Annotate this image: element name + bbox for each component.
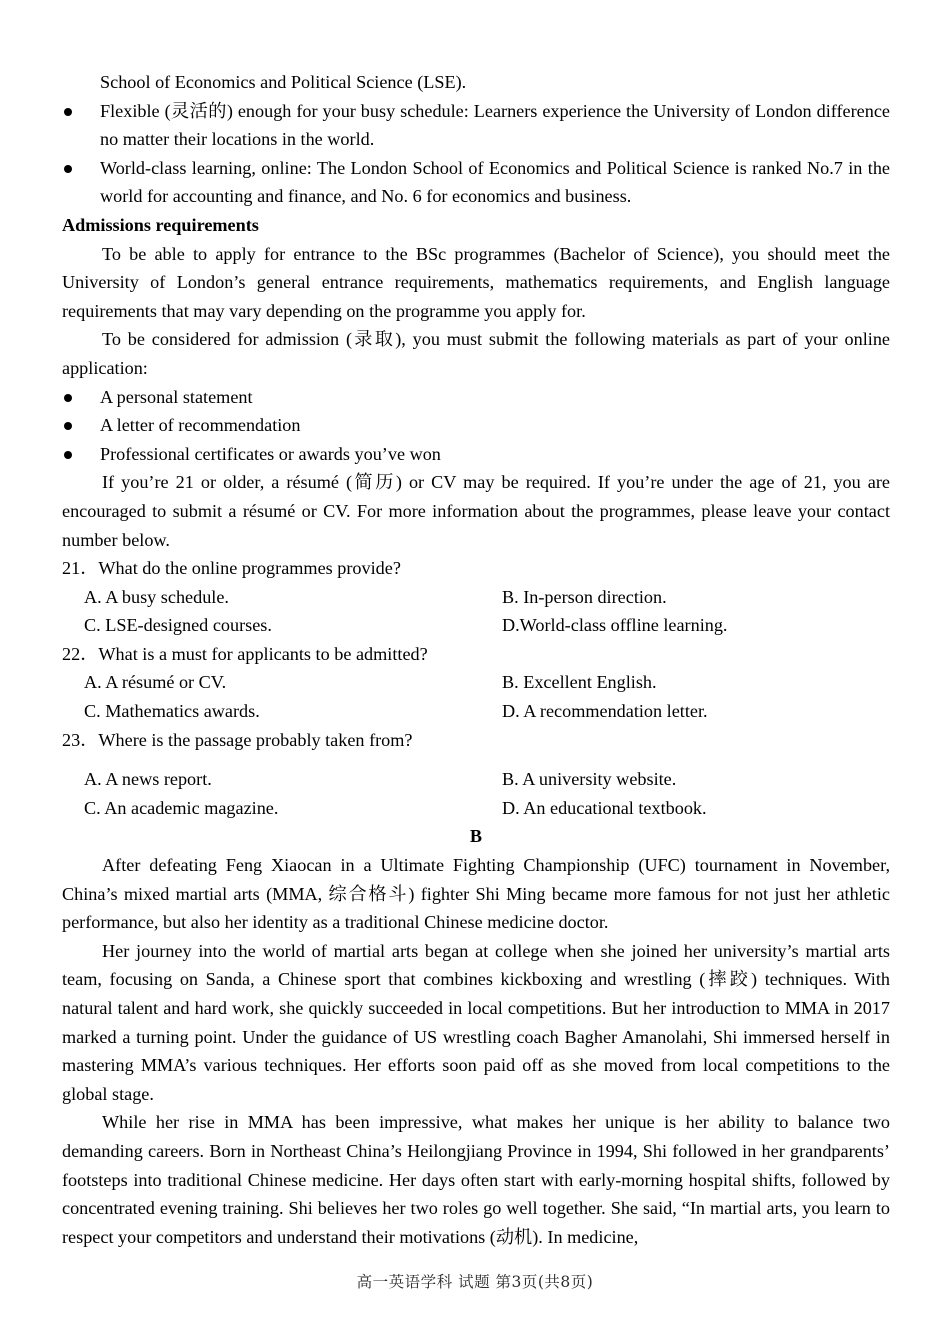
list-item <box>62 154 890 211</box>
list-item-text: A letter of recommendation <box>100 415 301 436</box>
passage-b-section-letter: B <box>469 826 483 847</box>
option-row <box>62 668 890 697</box>
bullet-dot-icon <box>64 411 74 440</box>
page-content <box>62 68 890 1251</box>
question-22-option-a[interactable]: A. A résumé or CV. <box>84 672 227 693</box>
list-item <box>62 383 890 412</box>
question-21-stem: 21．What do the online programmes provide? <box>62 558 401 579</box>
question-23-option-d[interactable]: D. An educational textbook. <box>502 797 707 818</box>
bullet-dot-icon <box>64 154 74 183</box>
question-22-option-b[interactable]: B. Excellent English. <box>502 672 657 693</box>
question-22-stem: 22．What is a must for applicants to be admitted? <box>62 643 428 664</box>
passage-a-feature-bullet-list <box>62 97 890 211</box>
admissions-requirements-heading: Admissions requirements <box>62 214 259 235</box>
admissions-paragraph-2: To be considered for admission (录取), you must submit the following materials as part of your online application: <box>62 329 890 378</box>
admissions-paragraph-1: To be able to apply for entrance to the BSc programmes (Bachelor of Science), you should meet the University of London’s general entrance requirements, mathematics requirements, and English language requirements that may vary depending on the programme you apply for. <box>62 243 890 321</box>
option-row <box>62 765 890 794</box>
bullet-dot-icon <box>64 383 74 412</box>
question-23-options <box>62 765 890 822</box>
passage-a-continued-line: School of Economics and Political Science (LSE). <box>100 72 467 92</box>
list-item-text: World-class learning, online: The London School of Economics and Political Science is ranked No.7 in the world for accounting and finance, and No. 6 for economics and business. <box>100 157 890 207</box>
question-23 <box>62 726 890 823</box>
question-22-option-d[interactable]: D. A recommendation letter. <box>502 701 708 722</box>
question-21 <box>62 554 890 640</box>
spacer <box>62 754 890 765</box>
bullet-dot-icon <box>64 440 74 469</box>
question-21-options <box>62 583 890 640</box>
list-item-text: Professional certificates or awards you’ve won <box>100 443 441 464</box>
question-21-option-a[interactable]: A. A busy schedule. <box>84 586 229 607</box>
question-22-options <box>62 668 890 725</box>
question-21-option-d[interactable]: D.World-class offline learning. <box>502 615 728 636</box>
option-row <box>62 794 890 823</box>
question-23-option-c[interactable]: C. An academic magazine. <box>84 797 279 818</box>
question-22-option-c[interactable]: C. Mathematics awards. <box>84 701 260 722</box>
list-item <box>62 97 890 154</box>
question-23-option-b[interactable]: B. A university website. <box>502 769 677 790</box>
question-23-option-a[interactable]: A. A news report. <box>84 769 212 790</box>
question-21-option-c[interactable]: C. LSE-designed courses. <box>84 615 272 636</box>
resume-paragraph: If you’re 21 or older, a résumé (简历) or CV may be required. If you’re under the age of 21, you are encouraged to submit a résumé or CV. For more information about the programmes, please leave your contact number below. <box>62 472 890 550</box>
list-item-text: Flexible (灵活的) enough for your busy schedule: Learners experience the University of London difference no matter their locations in the world. <box>100 100 890 150</box>
bullet-dot-icon <box>64 97 74 126</box>
question-21-option-b[interactable]: B. In-person direction. <box>502 586 667 607</box>
passage-b-paragraph-2: Her journey into the world of martial arts began at college when she joined her university’s martial arts team, focusing on Sanda, a Chinese sport that combines kickboxing and wrestling (摔跤) techniques. With natural talent and hard work, she quickly succeeded in local competitions. But her introduction to MMA in 2017 marked a turning point. Under the guidance of US wrestling coach Bagher Amanolahi, Shi immersed herself in mastering MMA’s various techniques. Her efforts soon paid off as she moved from local competitions to the global stage. <box>62 940 890 1104</box>
list-item <box>62 411 890 440</box>
question-23-stem: 23．Where is the passage probably taken from? <box>62 729 413 750</box>
option-row <box>62 583 890 612</box>
list-item-text: A personal statement <box>100 386 253 407</box>
option-row <box>62 611 890 640</box>
question-22 <box>62 640 890 726</box>
option-row <box>62 697 890 726</box>
list-item <box>62 440 890 469</box>
passage-b-paragraph-3: While her rise in MMA has been impressive, what makes her unique is her ability to balance two demanding careers. Born in Northeast China’s Heilongjiang Province in 1994, Shi followed in her grandparents’ footsteps into traditional Chinese medicine. Her days often start with early-morning hospital shifts, followed by concentrated evening training. Shi believes her two roles go well together. She said, “In martial arts, you learn to respect your competitors and understand their motivations (动机). In medicine, <box>62 1112 890 1247</box>
passage-b-paragraph-1: After defeating Feng Xiaocan in a Ultimate Fighting Championship (UFC) tournament in November, China’s mixed martial arts (MMA, 综合格斗) fighter Shi Ming became more famous for not just her athletic performance, but also her identity as a traditional Chinese medicine doctor. <box>62 855 890 933</box>
application-materials-bullet-list <box>62 383 890 469</box>
page-footer: 高一英语学科 试题 第3页(共8页) <box>356 1273 594 1291</box>
